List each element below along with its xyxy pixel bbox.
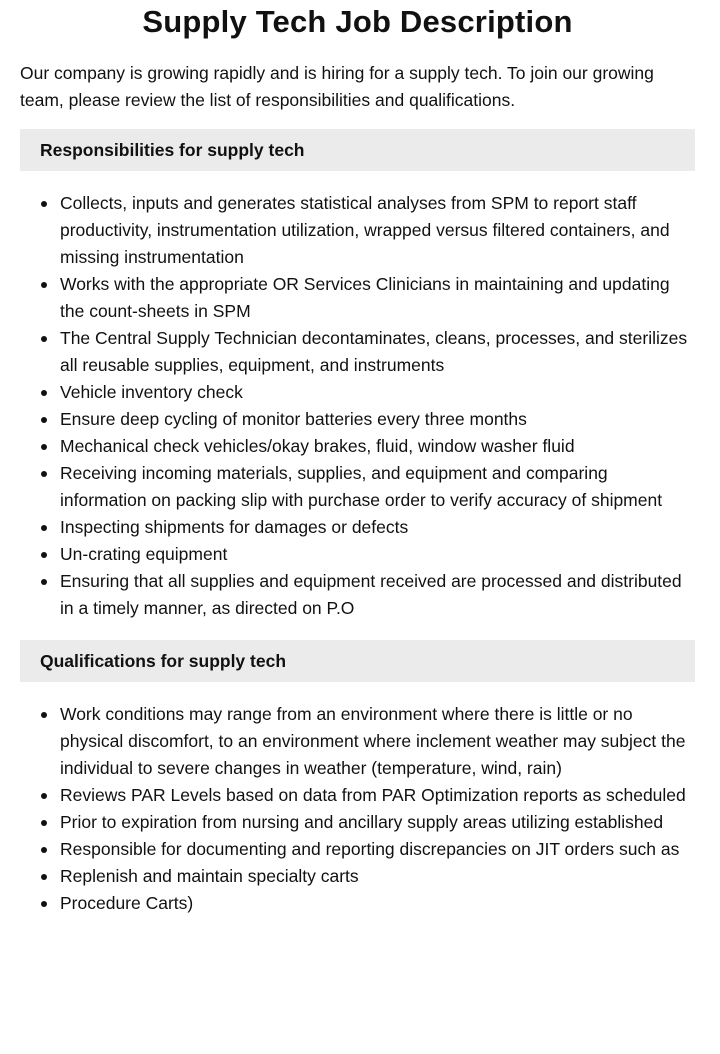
responsibilities-list	[20, 190, 695, 622]
list-item: Works with the appropriate OR Services Clinicians in maintaining and updating the count-sheets in SPM	[60, 271, 695, 325]
list-item: Work conditions may range from an environment where there is little or no physical discomfort, to an environment where inclement weather may subject the individual to severe changes in weather (temperature, wind, rain)	[60, 701, 695, 782]
list-item: Un-crating equipment	[60, 541, 695, 568]
list-item: Prior to expiration from nursing and ancillary supply areas utilizing established	[60, 809, 695, 836]
list-item: Inspecting shipments for damages or defects	[60, 514, 695, 541]
list-item: Receiving incoming materials, supplies, and equipment and comparing information on packing slip with purchase order to verify accuracy of shipment	[60, 460, 695, 514]
qualifications-heading: Qualifications for supply tech	[20, 640, 695, 682]
list-item: The Central Supply Technician decontaminates, cleans, processes, and sterilizes all reusable supplies, equipment, and instruments	[60, 325, 695, 379]
list-item: Mechanical check vehicles/okay brakes, fluid, window washer fluid	[60, 433, 695, 460]
list-item: Responsible for documenting and reporting discrepancies on JIT orders such as	[60, 836, 695, 863]
list-item: Procedure Carts)	[60, 890, 695, 917]
qualifications-list	[20, 701, 695, 917]
page-title: Supply Tech Job Description	[142, 4, 573, 39]
list-item: Reviews PAR Levels based on data from PAR Optimization reports as scheduled	[60, 782, 695, 809]
list-item: Collects, inputs and generates statistical analyses from SPM to report staff productivity, instrumentation utilization, wrapped versus filtered containers, and missing instrumentation	[60, 190, 695, 271]
responsibilities-heading: Responsibilities for supply tech	[20, 129, 695, 171]
list-item: Ensure deep cycling of monitor batteries every three months	[60, 406, 695, 433]
list-item: Vehicle inventory check	[60, 379, 695, 406]
list-item: Ensuring that all supplies and equipment received are processed and distributed in a timely manner, as directed on P.O	[60, 568, 695, 622]
list-item: Replenish and maintain specialty carts	[60, 863, 695, 890]
intro-paragraph: Our company is growing rapidly and is hiring for a supply tech. To join our growing team, please review the list of responsibilities and qualifications.	[20, 63, 654, 110]
